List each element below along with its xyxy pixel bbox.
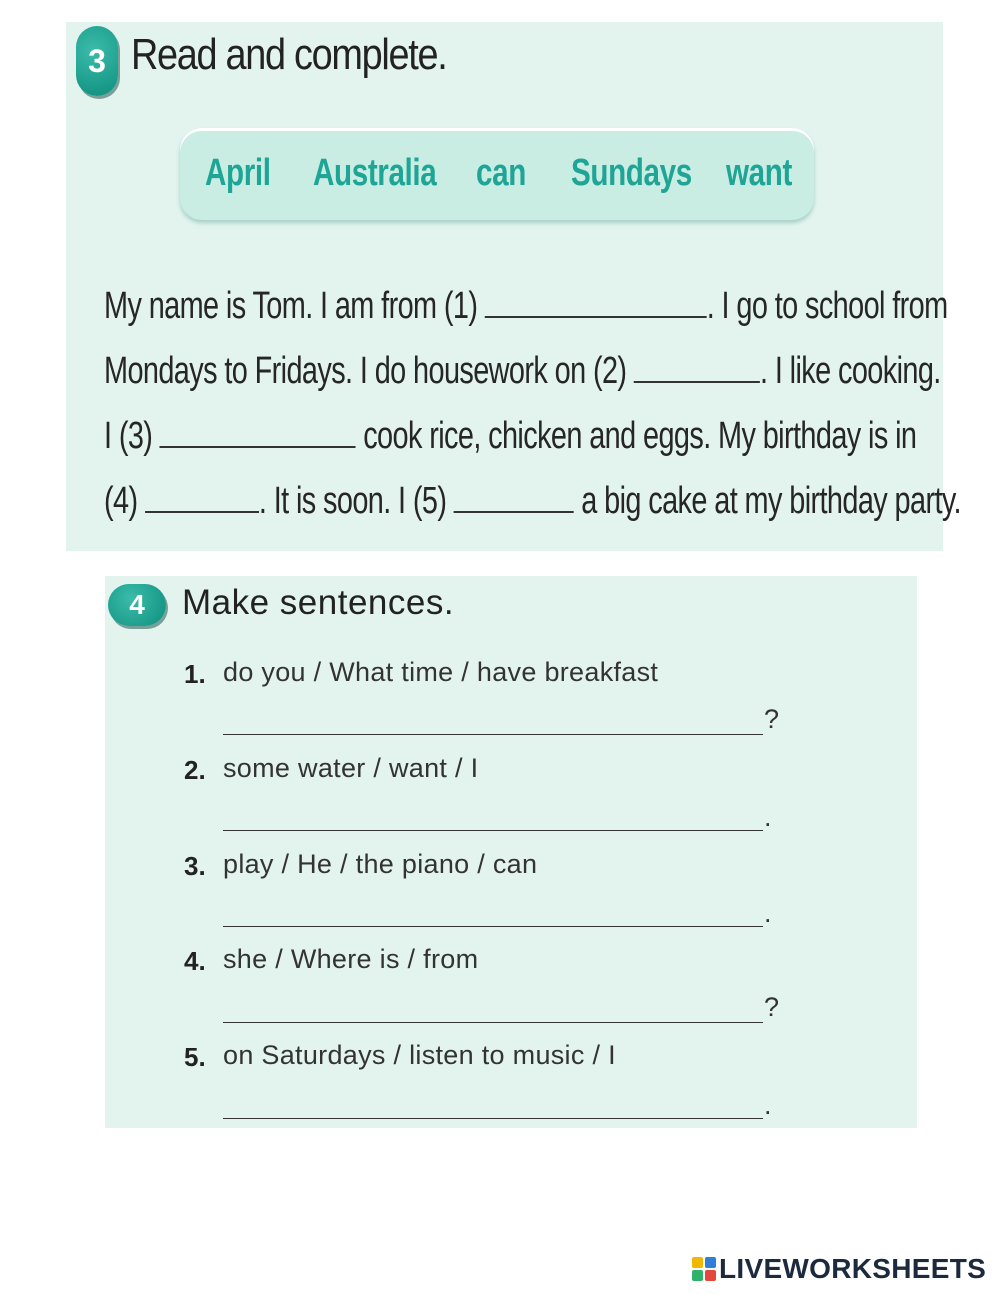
logo-square <box>705 1270 716 1281</box>
item-punctuation: . <box>764 1090 772 1120</box>
item-prompt: some water / want / I <box>223 753 479 783</box>
story-text: . I go to school from <box>706 285 948 327</box>
word-bank-word: can <box>476 152 526 194</box>
liveworksheets-logo <box>692 1254 986 1284</box>
story-line-3 <box>104 412 916 458</box>
answer-blank-1[interactable] <box>485 282 707 318</box>
answer-blank-4[interactable] <box>145 477 259 513</box>
answer-line-5[interactable] <box>223 1088 763 1119</box>
item-number: 5. <box>184 1042 206 1072</box>
item-punctuation: ? <box>764 992 780 1022</box>
word-bank-word: Australia <box>313 152 437 194</box>
item-number: 2. <box>184 755 206 785</box>
answer-line-2[interactable] <box>223 800 763 831</box>
word-bank-word: April <box>205 152 271 194</box>
logo-square <box>692 1270 703 1281</box>
logo-square <box>692 1257 703 1268</box>
exercise-number-badge: 3 <box>76 26 118 96</box>
story-text: I (3) <box>104 415 160 457</box>
answer-line-4[interactable] <box>223 992 763 1023</box>
exercise-title: Make sentences. <box>182 583 455 622</box>
story-text: cook rice, chicken and eggs. My birthday is in <box>355 415 917 457</box>
item-number: 1. <box>184 659 206 689</box>
story-text: . It is soon. I (5) <box>258 480 454 522</box>
item-prompt: play / He / the piano / can <box>223 849 538 879</box>
answer-line-1[interactable] <box>223 704 763 735</box>
logo-square <box>705 1257 716 1268</box>
item-prompt: on Saturdays / listen to music / I <box>223 1040 616 1070</box>
story-text: My name is Tom. I am from (1) <box>104 285 485 327</box>
answer-blank-2[interactable] <box>634 347 760 383</box>
answer-blank-5[interactable] <box>454 477 574 513</box>
story-text: (4) <box>104 480 145 522</box>
item-number: 3. <box>184 851 206 881</box>
exercise-title: Read and complete. <box>131 30 447 79</box>
item-number: 4. <box>184 946 206 976</box>
answer-blank-3[interactable] <box>160 412 356 448</box>
answer-line-3[interactable] <box>223 896 763 927</box>
exercise-number-badge: 4 <box>108 584 166 626</box>
logo-mark-icon <box>692 1257 716 1281</box>
story-line-2 <box>104 347 941 393</box>
story-text: a big cake at my birthday party. <box>573 480 961 522</box>
story-text: . I like cooking. <box>760 350 941 392</box>
word-bank-word: want <box>726 152 792 194</box>
item-prompt: she / Where is / from <box>223 944 479 974</box>
item-punctuation: . <box>764 898 772 928</box>
logo-text: LIVEWORKSHEETS <box>719 1253 987 1284</box>
item-punctuation: . <box>764 802 772 832</box>
item-punctuation: ? <box>764 704 780 734</box>
story-text: Mondays to Fridays. I do housework on (2) <box>104 350 634 392</box>
item-prompt: do you / What time / have breakfast <box>223 657 659 687</box>
story-line-4 <box>104 477 961 523</box>
story-line-1 <box>104 282 948 328</box>
word-bank-word: Sundays <box>571 152 692 194</box>
